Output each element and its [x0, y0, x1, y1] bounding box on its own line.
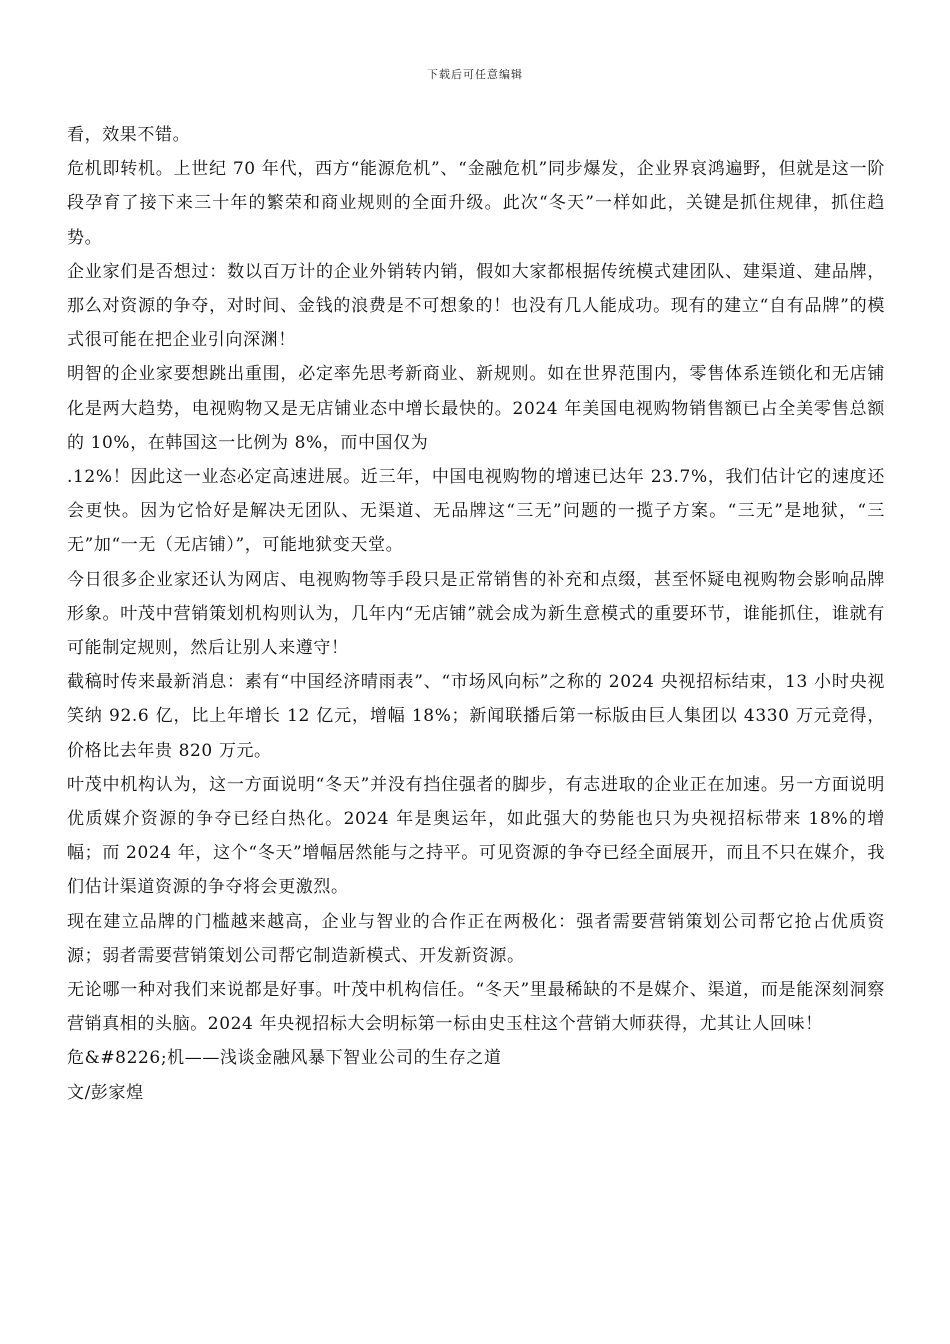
paragraph-brand-threshold: 现在建立品牌的门槛越来越高，企业与智业的合作正在两极化：强者需要营销策划公司帮它抢占优质资源；弱者需要营销策划公司帮它制造新模式、开发新资源。: [67, 911, 885, 966]
paragraph-entrepreneurs-question: 企业家们是否想过：数以百万计的企业外销转内销，假如大家都根据传统模式建团队、建渠道、建品牌，那么对资源的争夺，对时间、金钱的浪费是不可想象的！也没有几人能成功。现有的建立“自有品牌”的模式很可能在把企业引向深渊！: [67, 261, 885, 351]
article-title: 危&#8226;机——浅谈金融风暴下智业公司的生存之道: [67, 1048, 502, 1069]
paragraph-new-rules: 明智的企业家要想跳出重围，必定率先思考新商业、新规则。如在世界范围内，零售体系连锁化和无店铺化是两大趋势，电视购物又是无店铺业态中增长最快的。2024 年美国电视购物销售额已占全美零售总额的 10%，在韩国这一比例为 8%，而中国仅为: [67, 364, 885, 453]
paragraph-no-store-model: 今日很多企业家还认为网店、电视购物等手段只是正常销售的补充和点缀，甚至怀疑电视购物会影响品牌形象。叶茂中营销策划机构则认为，几年内“无店铺”就会成为新生意模式的重要环节，谁能抓住，谁就有可能制定规则，然后让别人来遵守！: [67, 569, 885, 659]
page-header-note: 下载后可任意编辑: [427, 68, 523, 81]
paragraph-tv-shopping-growth: .12%！因此这一业态必定高速进展。近三年，中国电视购物的增速已达年 23.7%，我们估计它的速度还会更快。因为它恰好是解决无团队、无渠道、无品牌这“三无”问题的一揽子方案。“三无”是地狱，“三无”加“一无（无店铺）”，可能地狱变天堂。: [67, 467, 885, 556]
article-author: 文/彭家煌: [67, 1082, 144, 1103]
document-body: [67, 118, 885, 1110]
paragraph-good-news: 无论哪一种对我们来说都是好事。叶茂中机构信任。“冬天”里最稀缺的不是媒介、渠道，而是能深刻洞察营销真相的头脑。2024 年央视招标大会明标第一标由史玉柱这个营销大师获得，尤其让人回味！: [67, 980, 885, 1035]
paragraph-media-competition: 叶茂中机构认为，这一方面说明“冬天”并没有挡住强者的脚步，有志进取的企业正在加速。另一方面说明优质媒介资源的争夺已经白热化。2024 年是奥运年，如此强大的势能也只为央视招标带来 18%的增幅；而 2024 年，这个“冬天”增幅居然能与之持平。可见资源的争夺已经全面展开，而且不只在媒介，我们估计渠道资源的争夺将会更激烈。: [67, 774, 885, 898]
paragraph-continuation: 看，效果不错。: [67, 125, 191, 145]
paragraph-cctv-bidding-news: 截稿时传来最新消息：素有“中国经济晴雨表”、“市场风向标”之称的 2024 央视招标结束，13 小时央视笑纳 92.6 亿，比上年增长 12 亿元，增幅 18%；新闻联播后第一标版由巨人集团以 4330 万元竞得，价格比去年贵 820 万元。: [67, 672, 885, 761]
paragraph-crisis-opportunity: 危机即转机。上世纪 70 年代，西方“能源危机”、“金融危机”同步爆发，企业界哀鸿遍野，但就是这一阶段孕育了接下来三十年的繁荣和商业规则的全面升级。此次“冬天”一样如此，关键是抓住规律，抓住趋势。: [67, 159, 885, 248]
